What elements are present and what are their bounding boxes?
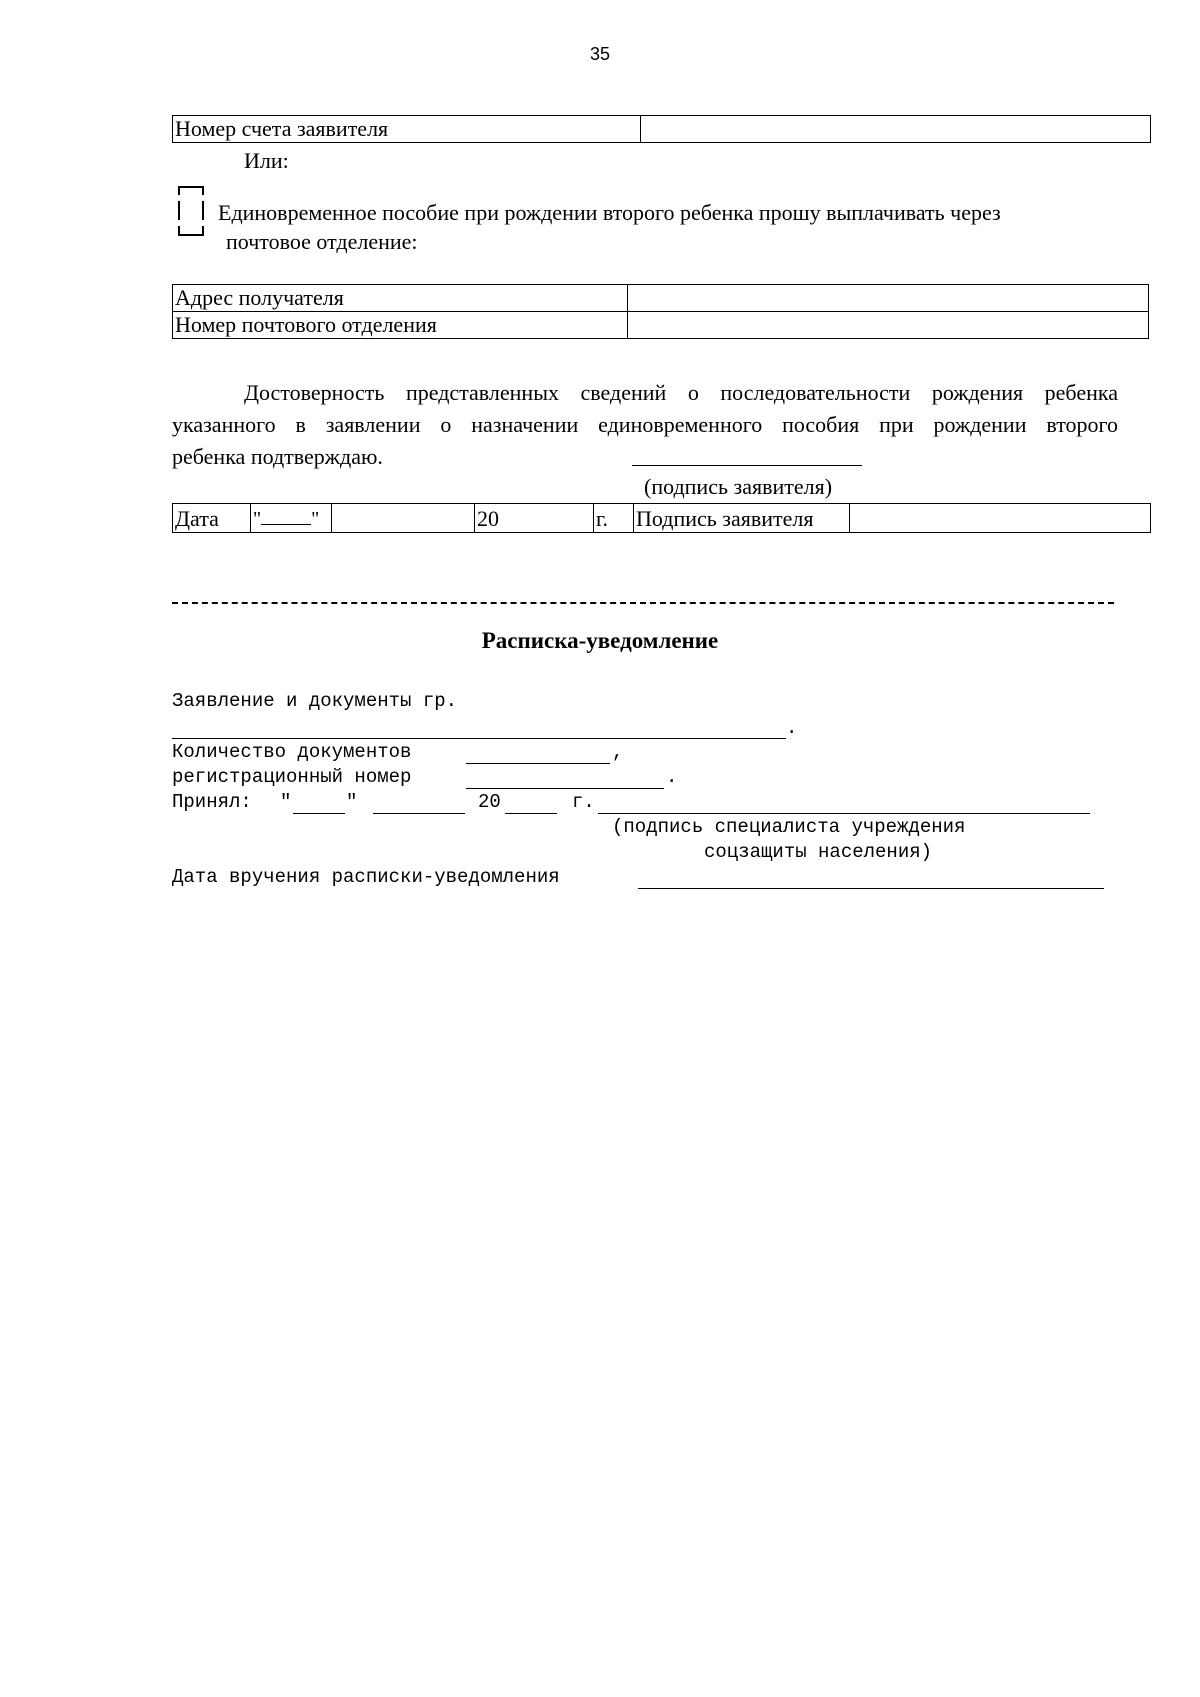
date-month-field[interactable] xyxy=(332,504,475,533)
post-office-number-field[interactable] xyxy=(628,312,1149,339)
post-row-address xyxy=(173,285,1149,312)
specialist-signature-line[interactable] xyxy=(598,813,1090,814)
account-row xyxy=(173,116,1151,143)
accepted-year-suffix: г. xyxy=(572,791,595,813)
docs-count-line[interactable] xyxy=(466,763,610,764)
account-value-field[interactable] xyxy=(641,116,1151,143)
recipient-address-label: Адрес получателя xyxy=(173,285,628,312)
quote-open: " xyxy=(253,508,262,530)
delivery-date-line[interactable] xyxy=(638,888,1104,889)
quote-close: " xyxy=(311,508,320,530)
confirmation-paragraph xyxy=(172,377,1118,473)
accepted-label: Принял: xyxy=(172,791,252,813)
post-office-number-label: Номер почтового отделения xyxy=(173,312,628,339)
day-blank xyxy=(261,504,311,525)
accepted-year-line[interactable] xyxy=(505,813,557,814)
docs-count-comma: , xyxy=(612,741,624,763)
year-suffix: г. xyxy=(594,504,634,533)
reg-number-period: . xyxy=(666,766,678,788)
applicant-signature-line[interactable] xyxy=(632,465,862,466)
year-prefix: 20 xyxy=(475,504,594,533)
post-option-line2: почтовое отделение: xyxy=(226,229,418,254)
confirmation-line3: ребенка подтверждаю. xyxy=(172,444,383,469)
specialist-caption-line2: соцзащиты населения) xyxy=(704,841,933,863)
accepted-quote-close: " xyxy=(346,791,358,813)
post-row-office xyxy=(173,312,1149,339)
date-day-field[interactable] xyxy=(251,504,332,533)
docs-count-label: Количество документов xyxy=(172,741,412,763)
citizen-name-period: . xyxy=(786,717,798,739)
date-row xyxy=(173,504,1151,533)
post-option-checkbox[interactable] xyxy=(178,186,204,236)
or-text: Или: xyxy=(244,148,289,173)
account-label: Номер счета заявителя xyxy=(173,116,641,143)
accepted-month-line[interactable] xyxy=(373,813,465,814)
receipt-title: Расписка-уведомление xyxy=(481,628,719,653)
post-option-line1: Единовременное пособие при рождении второго ребенка прошу выплачивать через xyxy=(218,200,1001,225)
reg-number-line[interactable] xyxy=(466,788,664,789)
citizen-name-line[interactable] xyxy=(172,738,786,739)
recipient-address-field[interactable] xyxy=(628,285,1149,312)
accepted-year-prefix: 20 xyxy=(478,791,501,813)
specialist-caption-line1: (подпись специалиста учреждения xyxy=(612,816,966,838)
date-label: Дата xyxy=(173,504,251,533)
post-table xyxy=(172,284,1149,339)
account-table xyxy=(172,115,1151,143)
confirmation-line1: Достоверность представленных сведений о последовательности рождения ребенка xyxy=(244,380,1118,405)
applicant-signature-caption: (подпись заявителя) xyxy=(644,474,833,499)
signature-field[interactable] xyxy=(850,504,1151,533)
accepted-quote-open: " xyxy=(280,791,292,813)
accepted-day-line[interactable] xyxy=(293,813,345,814)
signature-label: Подпись заявителя xyxy=(634,504,850,533)
date-signature-table xyxy=(172,503,1151,533)
confirmation-line2: указанного в заявлении о назначении единовременного пособия при рождении второго xyxy=(172,412,1118,437)
delivery-date-label: Дата вручения расписки-уведомления xyxy=(172,866,560,888)
page-number: 35 xyxy=(589,44,611,64)
reg-number-label: регистрационный номер xyxy=(172,766,412,788)
receipt-docs-of: Заявление и документы гр. xyxy=(172,690,458,712)
cut-line-separator xyxy=(172,602,1114,604)
